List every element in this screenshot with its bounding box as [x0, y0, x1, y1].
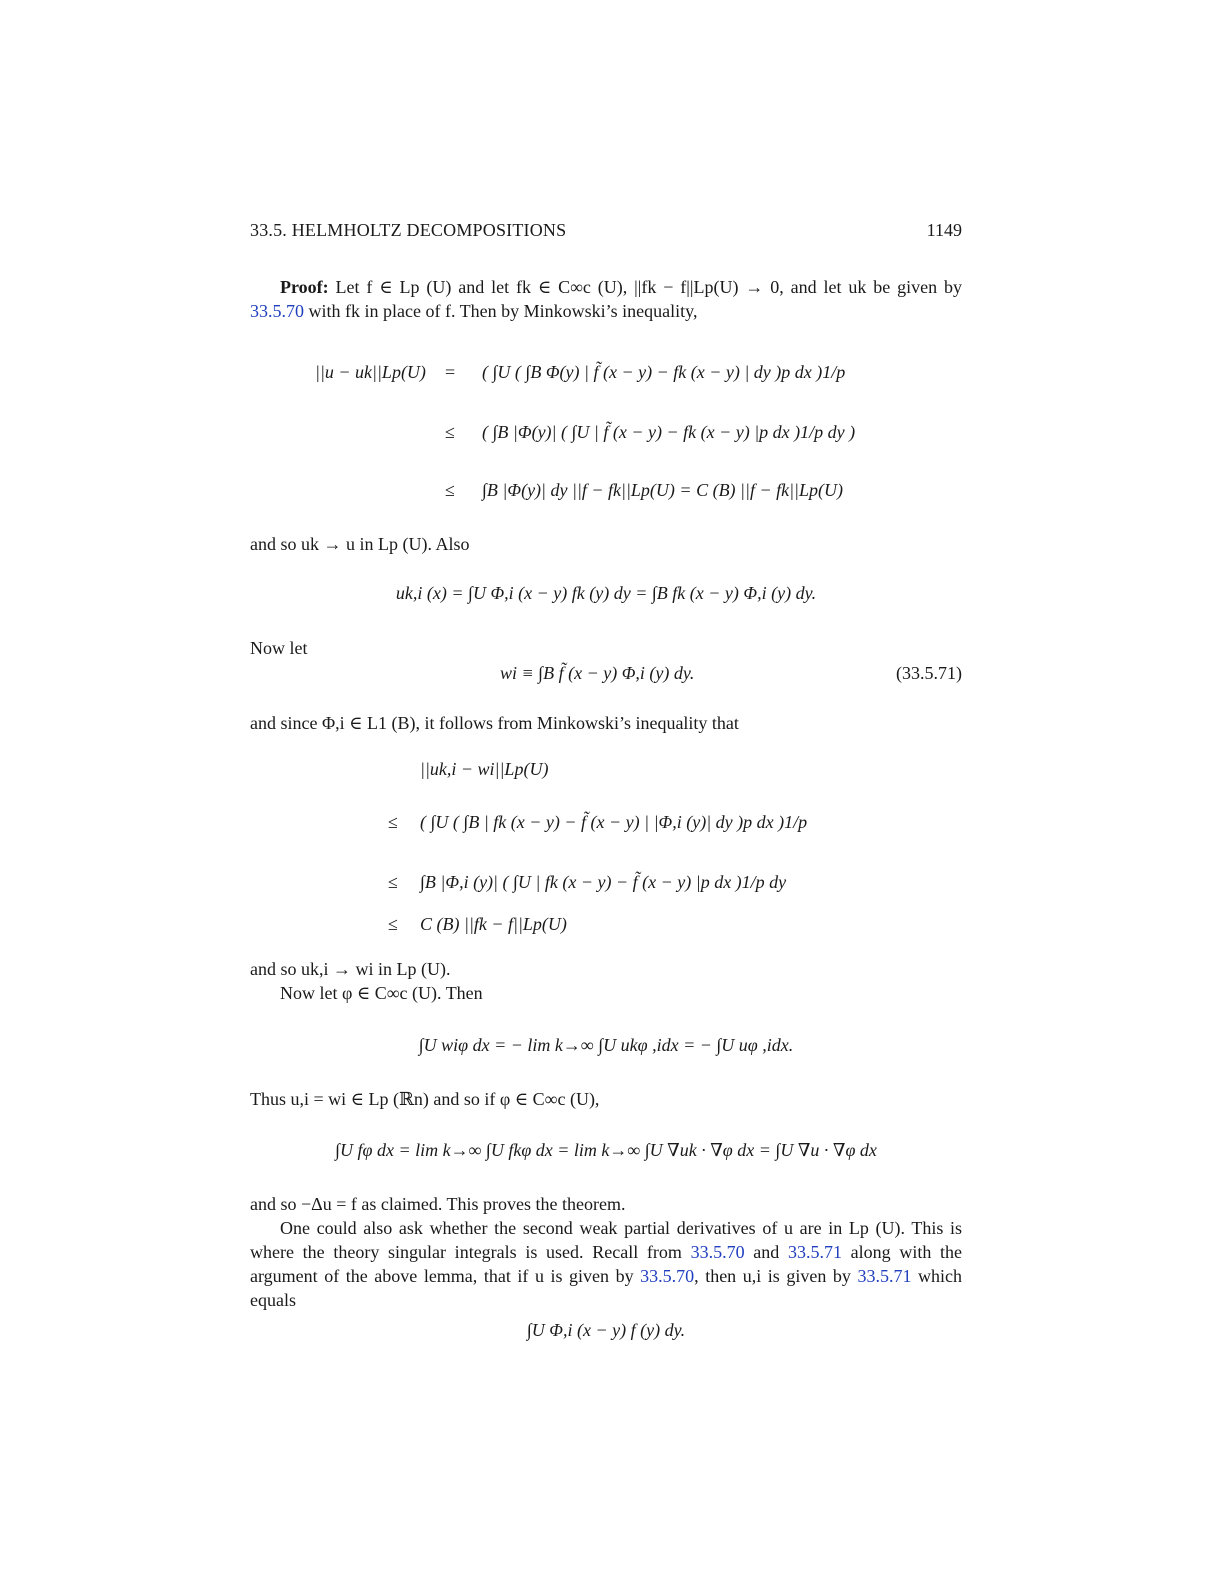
equation-7: ∫U Φ,i (x − y) f (y) dy.: [526, 1320, 686, 1340]
p1-d: ∞c (U), ||fk − f||Lp(U) → 0, and let uk be given by: [570, 277, 962, 297]
equation-5: ∫U wiφ dx = − lim k→∞ ∫U ukφ ,idx = − ∫U uφ ,idx.: [418, 1035, 794, 1055]
proof-paragraph: [250, 275, 962, 323]
eq3-body: wi ≡ ∫B f̃ (x − y) Φ,i (y) dy.: [500, 663, 695, 683]
equation-1: [250, 340, 962, 520]
proof-label: Proof:: [280, 277, 329, 297]
equation-4: [250, 757, 962, 937]
p9-b: and: [744, 1242, 788, 1262]
p9-d: , then u,i is given by: [694, 1266, 858, 1286]
section-title: 33.5. HELMHOLTZ DECOMPOSITIONS: [250, 220, 567, 240]
eq4-line3: C (B) ||fk − f||Lp(U): [420, 914, 567, 934]
p9-c: along with the argument of the above lemma, that if u is given by: [250, 1242, 962, 1286]
equation-3: [250, 663, 962, 693]
equation-2: uk,i (x) = ∫U Φ,i (x − y) fk (y) dy = ∫B fk (x − y) Φ,i (y) dy.: [395, 583, 817, 603]
paragraph-9: [250, 1216, 962, 1312]
paragraph-7: Thus u,i = wi ∈ Lp (ℝn) and so if φ ∈ C∞c (U),: [250, 1089, 600, 1109]
paragraph-3: Now let: [250, 638, 308, 658]
p9-a: One could also ask whether the second weak partial derivatives of u are in Lp (U). This is where the theory singular integrals is used. Recall from: [250, 1218, 962, 1262]
ref-33-5-71-a[interactable]: 33.5.71: [787, 1242, 842, 1262]
eq1-rel1: =: [445, 362, 456, 382]
p1-a: Let f ∈ L: [328, 277, 411, 297]
eq1-rel2: ≤: [445, 422, 455, 442]
eq4-line1: ( ∫U ( ∫B | fk (x − y) − f̃ (x − y) | |Φ,i (y)| dy )p dx )1/p: [420, 812, 808, 832]
eq4-rel3: ≤: [388, 914, 398, 934]
eq4-line0: ||uk,i − wi||Lp(U): [420, 759, 549, 779]
ref-33-5-70-c[interactable]: 33.5.70: [640, 1266, 695, 1286]
paragraph-2: and so uk → u in Lp (U). Also: [250, 534, 470, 554]
eq4-line2: ∫B |Φ,i (y)| ( ∫U | fk (x − y) − f̃ (x − y) |p dx )1/p dy: [420, 872, 787, 892]
eq1-lhs: ||u − uk||Lp(U): [315, 362, 426, 382]
p9-e: which equals: [250, 1266, 962, 1310]
eq3-number: (33.5.71): [896, 663, 962, 683]
paragraph-5: and so uk,i → wi in Lp (U).: [250, 959, 451, 979]
paragraph-6: Now let φ ∈ C∞c (U). Then: [280, 983, 483, 1003]
ref-33-5-70[interactable]: 33.5.70: [250, 301, 304, 321]
eq4-rel1: ≤: [388, 812, 398, 832]
p1-e: with fk in place of f. Then by Minkowski’s inequality,: [304, 301, 698, 321]
paragraph-8: and so −Δu = f as claimed. This proves the theorem.: [250, 1194, 626, 1214]
page-number: 1149: [926, 220, 962, 240]
ref-33-5-71-b[interactable]: 33.5.71: [857, 1266, 912, 1286]
eq1-line3: ∫B |Φ(y)| dy ||f − fk||Lp(U) = C (B) ||f − fk||Lp(U): [482, 480, 843, 500]
p1-c: k ∈ C: [521, 277, 571, 297]
paragraph-4: and since Φ,i ∈ L1 (B), it follows from Minkowski’s inequality that: [250, 713, 739, 733]
eq4-rel2: ≤: [388, 872, 398, 892]
p1-b: p (U) and let f: [410, 277, 522, 297]
eq1-rel3: ≤: [445, 480, 455, 500]
ref-33-5-70-b[interactable]: 33.5.70: [690, 1242, 745, 1262]
eq1-line1: ( ∫U ( ∫B Φ(y) | f̃ (x − y) − fk (x − y) | dy )p dx )1/p: [482, 362, 846, 382]
eq1-line2: ( ∫B |Φ(y)| ( ∫U | f̃ (x − y) − fk (x − y) |p dx )1/p dy ): [482, 422, 856, 442]
equation-6: ∫U fφ dx = lim k→∞ ∫U fkφ dx = lim k→∞ ∫U ∇uk · ∇φ dx = ∫U ∇u · ∇φ dx: [335, 1140, 877, 1160]
running-header: [250, 220, 962, 241]
page: [250, 0, 962, 1584]
